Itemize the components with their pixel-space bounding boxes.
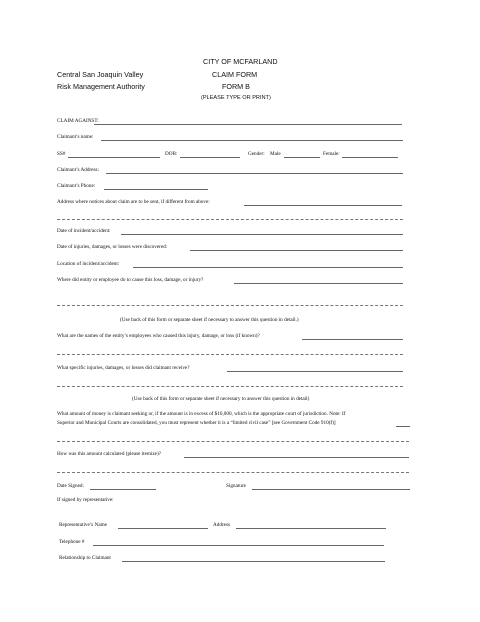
specific-injuries-field[interactable] <box>227 371 403 372</box>
female-label: Female: <box>323 151 340 157</box>
org-name-line1: Central San Joaquin Valley <box>57 70 144 79</box>
rep-address-label: Address <box>213 522 231 528</box>
male-label: Male <box>270 151 281 157</box>
relationship-label: Relationship to Claimant <box>59 555 111 561</box>
detail-note-2: (Use back of this form or separate sheet if necessary to answer this question in detail) <box>132 396 310 402</box>
if-signed-representative-label: If signed by representative: <box>57 497 114 503</box>
date-incident-label: Date of incident/accident: <box>57 228 111 234</box>
telephone-label: Telephone # <box>59 539 85 545</box>
ssn-field[interactable] <box>68 157 160 158</box>
specific-injuries-field-2[interactable] <box>57 386 403 387</box>
dob-field[interactable] <box>180 157 240 158</box>
claimant-address-label: Claimant’s Address: <box>57 167 99 173</box>
telephone-field[interactable] <box>93 545 384 546</box>
date-injuries-label: Date of injuries, damages, or losses were discovered: <box>57 244 168 250</box>
org-name-line2: Risk Management Authority <box>57 82 145 91</box>
employees-field[interactable] <box>302 339 403 340</box>
claimant-phone-field[interactable] <box>104 189 208 190</box>
signature-label: Signature <box>226 483 246 489</box>
rep-address-field[interactable] <box>236 528 386 529</box>
form-subtitle: FORM B <box>222 82 250 91</box>
city-title: CITY OF MCFARLAND <box>203 57 278 66</box>
calculation-label: How was this amount calculated (please itemize)? <box>57 451 161 457</box>
amount-field-2[interactable] <box>57 441 409 442</box>
date-signed-label: Date Signed: <box>57 483 84 489</box>
claimant-name-field[interactable] <box>101 140 403 141</box>
rep-name-field[interactable] <box>118 528 208 529</box>
specific-injuries-label: What specific injuries, damages, or losses did claimant receive? <box>57 365 190 371</box>
notice-address-field[interactable] <box>244 205 402 206</box>
location-field[interactable] <box>133 267 403 268</box>
employees-field-2[interactable] <box>57 354 403 355</box>
detail-note-1: (Use back of this form or separate sheet if necessary to answer this question in detail.) <box>120 317 299 323</box>
cause-field[interactable] <box>234 283 403 284</box>
date-injuries-field[interactable] <box>190 250 403 251</box>
cause-label: Where did entity or employee do to cause this loss, damage, or injury? <box>57 277 204 283</box>
male-field[interactable] <box>284 157 320 158</box>
ssn-label: SS# <box>57 151 66 157</box>
claimant-phone-label: Claimant’s Phone: <box>57 183 96 189</box>
form-title: CLAIM FORM <box>212 70 258 79</box>
claimant-name-label: Claimant’s name: <box>57 134 94 140</box>
claim-against-label: CLAIM AGAINST: <box>57 118 99 124</box>
notice-address-label: Address where notices about claim are to be sent, if different from above: <box>57 199 210 205</box>
gender-label: Gender: <box>248 151 265 157</box>
amount-label-line1: What amount of money is claimant seeking or, if the amount is in excess of $10,000, which is the appropriate court of jurisdiction. Note: If <box>57 411 346 417</box>
signature-field[interactable] <box>252 489 410 490</box>
date-incident-field[interactable] <box>121 234 403 235</box>
dob-label: DOB: <box>165 151 178 157</box>
date-signed-field[interactable] <box>90 489 156 490</box>
amount-field[interactable] <box>396 426 410 427</box>
calculation-field-2[interactable] <box>57 472 409 473</box>
relationship-field[interactable] <box>122 561 385 562</box>
rep-name-label: Representative’s Name <box>59 522 107 528</box>
location-label: Location of incident/accident: <box>57 261 120 267</box>
claimant-address-field[interactable] <box>106 173 403 174</box>
employees-label: What are the names of the entity’s employees who caused this injury, damage, or loss (if known)? <box>57 333 260 339</box>
notice-address-field-2[interactable] <box>57 219 403 220</box>
amount-label-line2: Superior and Municipal Courts are consolidated, you must represent whether it is a “limited civil case” [see Government Code 910(f)] <box>57 420 336 426</box>
form-instruction: (PLEASE TYPE OR PRINT) <box>201 95 271 101</box>
female-field[interactable] <box>342 157 398 158</box>
calculation-field[interactable] <box>184 457 409 458</box>
cause-field-2[interactable] <box>57 305 403 306</box>
claim-against-field[interactable] <box>94 124 402 125</box>
